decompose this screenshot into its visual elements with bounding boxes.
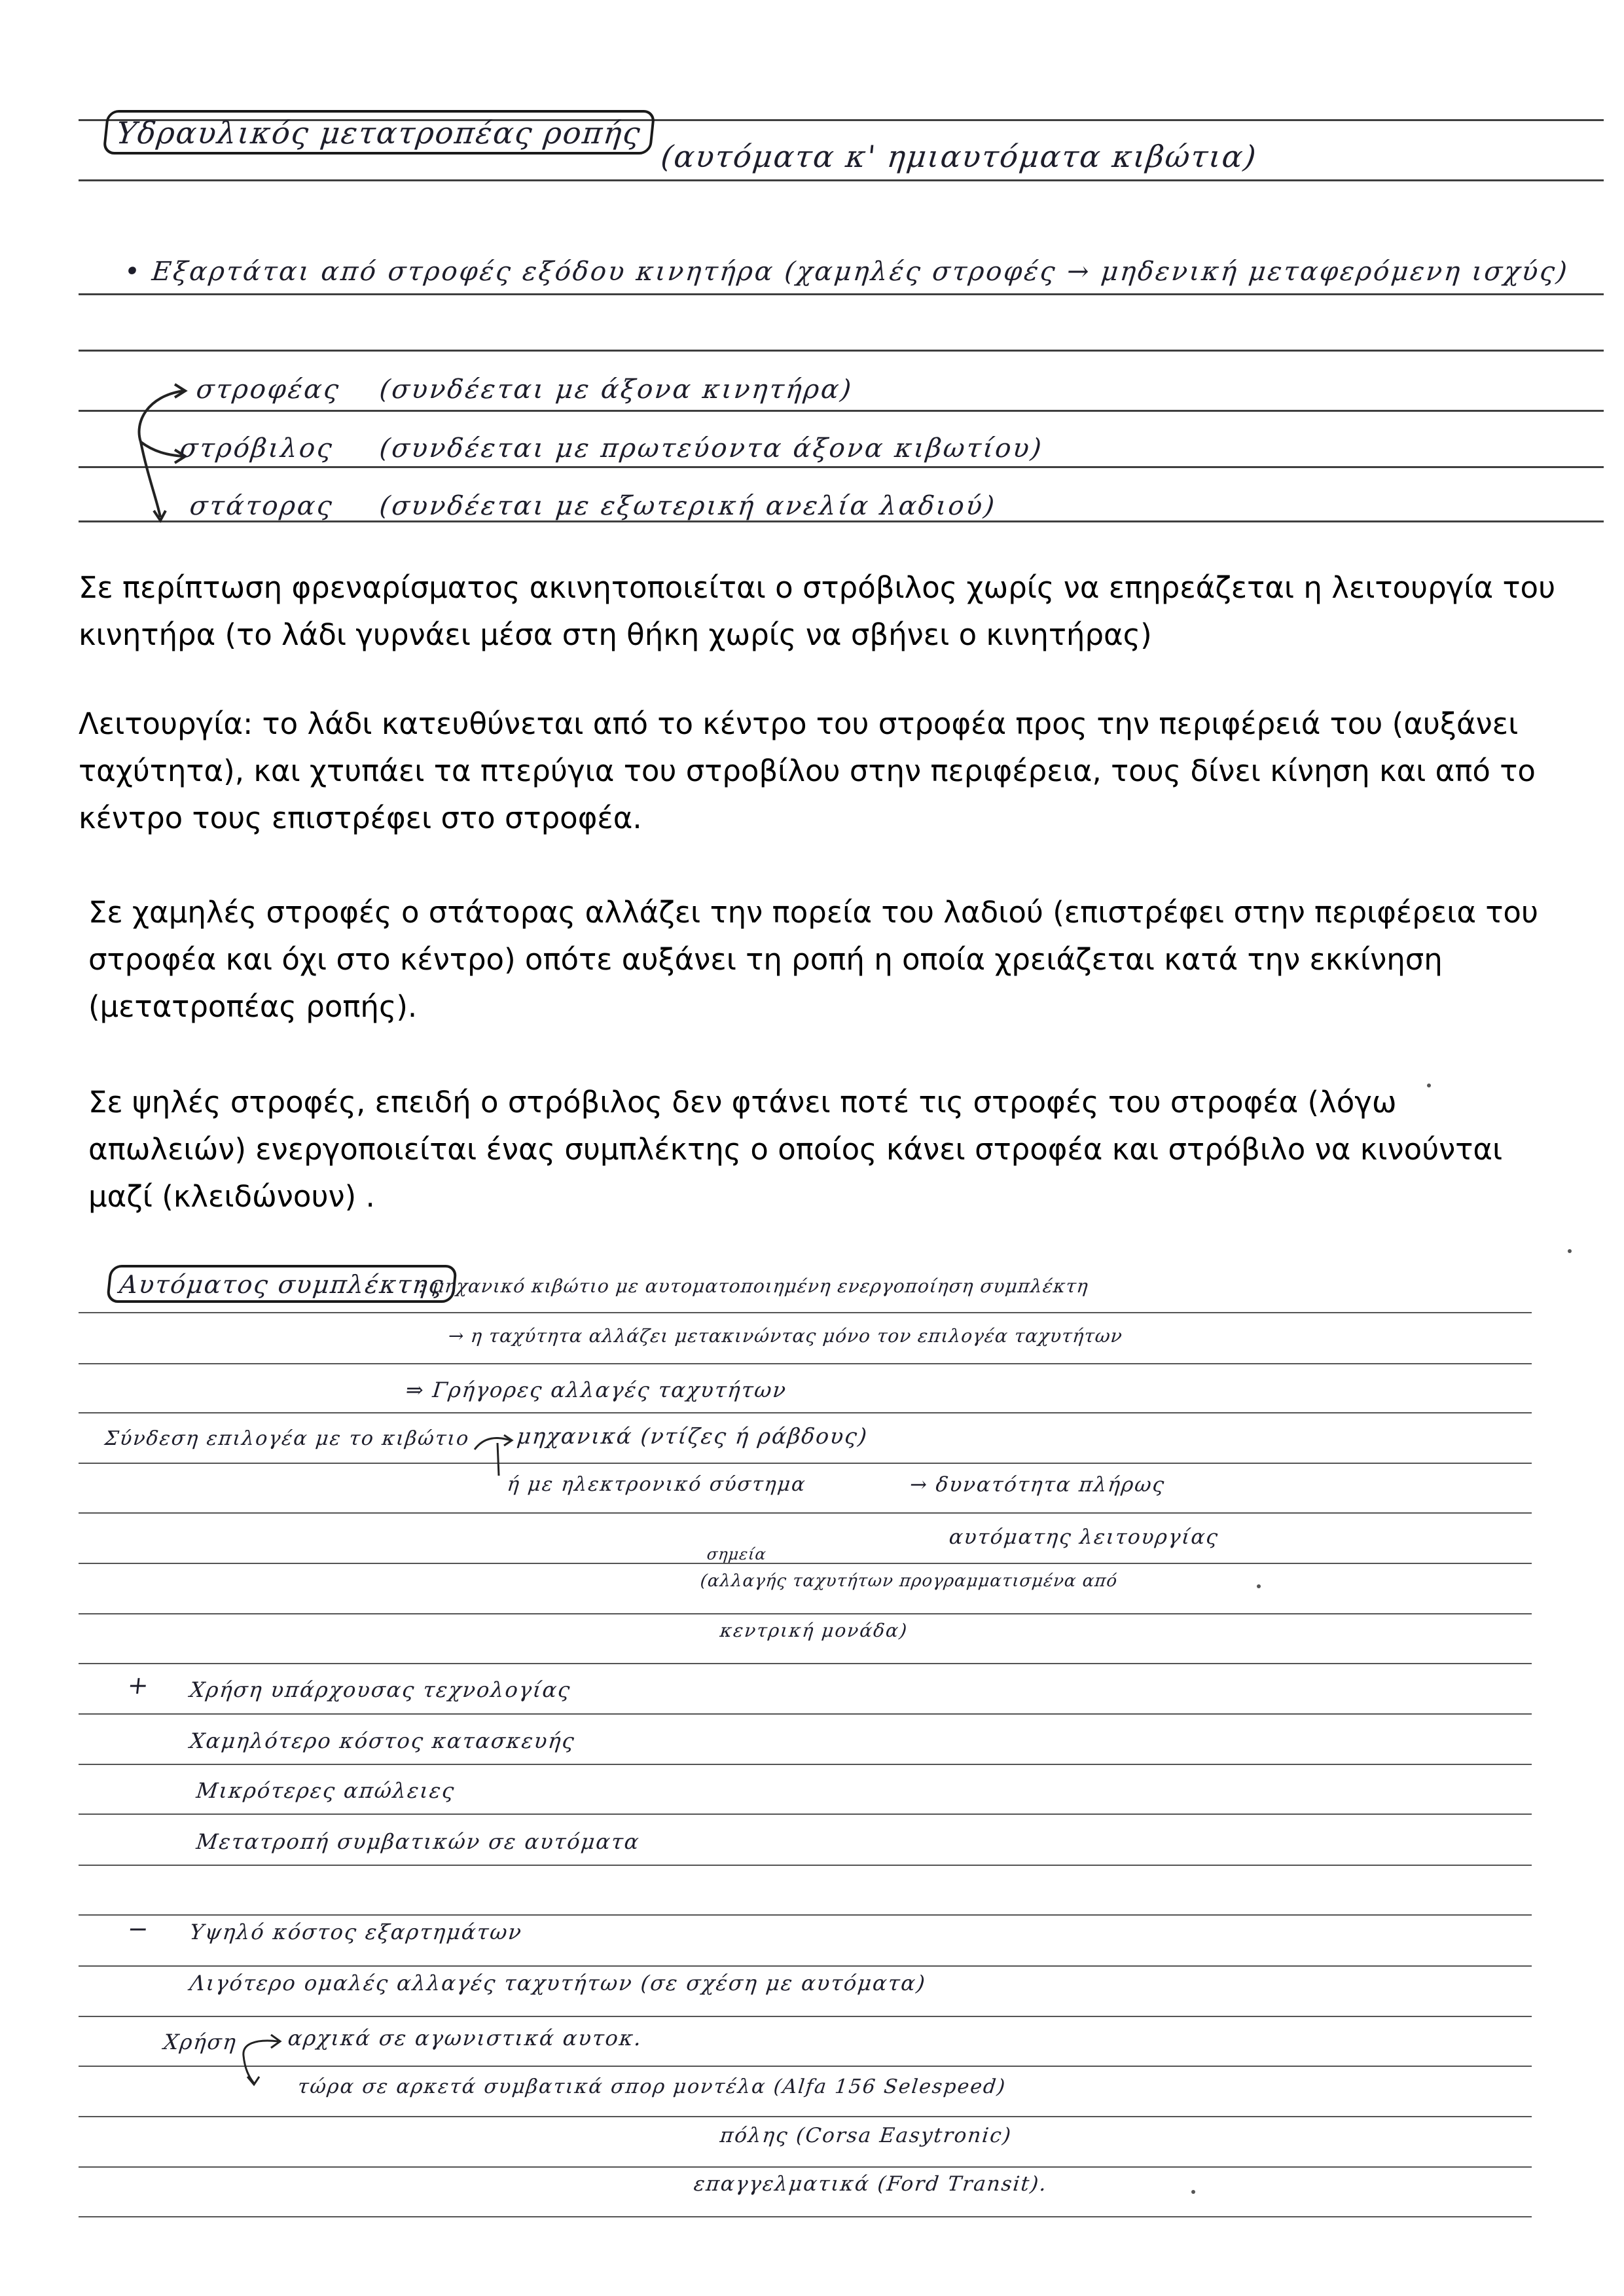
part-name: στροφέας xyxy=(194,374,342,405)
advantage-item: Μετατροπή συμβατικών σε αυτόματα xyxy=(195,1829,641,1854)
ruled-line xyxy=(79,350,1604,352)
fast-shifts-note: ⇒ Γρήγορες αλλαγές ταχυτήτων xyxy=(405,1377,789,1402)
plus-sign: + xyxy=(126,1671,152,1700)
usage-item: επαγγελματικά (Ford Transit). xyxy=(693,2172,1049,2196)
mechanical-connection: μηχανικά (ντίζες ή ράβδους) xyxy=(515,1423,869,1449)
ruled-line xyxy=(79,410,1604,412)
disadvantage-item: Λιγότερο ομαλές αλλαγές ταχυτήτων (σε σχέση με αυτόματα) xyxy=(189,1971,928,1995)
part-name: στρόβιλος xyxy=(178,433,336,464)
ruled-line xyxy=(79,1965,1532,1967)
ruled-line xyxy=(79,1663,1532,1664)
ruled-line xyxy=(79,1813,1532,1815)
ruled-line xyxy=(79,1463,1532,1464)
minus-sign: − xyxy=(126,1914,152,1943)
ruled-line xyxy=(79,1764,1532,1765)
gear-change-note: → η ταχύτητα αλλάζει μετακινώντας μόνο τον επιλογέα ταχυτήτων xyxy=(447,1325,1124,1347)
ruled-line xyxy=(79,2166,1532,2168)
full-auto-capability: → δυνατότητα πλήρως xyxy=(909,1473,1166,1497)
ruled-line xyxy=(79,1914,1532,1916)
ruled-line xyxy=(79,1363,1532,1364)
shift-points-small-note: σημεία xyxy=(706,1545,768,1563)
ruled-line xyxy=(79,1713,1532,1715)
automatic-clutch-definition: : μηχανικό κιβώτιο με αυτοματοποιημένη ενεργοποίηση συμπλέκτη xyxy=(418,1275,1090,1297)
ruled-line xyxy=(79,1312,1532,1313)
ruled-line xyxy=(79,466,1604,468)
usage-label: Χρήση xyxy=(162,2030,238,2054)
ruled-line xyxy=(79,1412,1532,1413)
connection-label: Σύνδεση επιλογέα με το κιβώτιο xyxy=(103,1427,471,1450)
part-name: στάτορας xyxy=(188,491,336,521)
part-description: (συνδέεται με εξωτερική ανελία λαδιού) xyxy=(378,491,998,521)
paragraph-low-rpm: Σε χαμηλές στροφές ο στάτορας αλλάζει την πορεία του λαδιού (επιστρέφει στην περιφέρεια του στροφέα και όχι στο κέντρο) οπότε αυξάνει τη ροπή η οποία χρειάζεται κατά την εκκίνηση (μετατροπέας ροπής). xyxy=(88,895,1538,1024)
part-description: (συνδέεται με πρωτεύοντα άξονα κιβωτίου) xyxy=(378,433,1045,464)
disadvantage-item: Υψηλό κόστος εξαρτημάτων xyxy=(189,1920,524,1944)
section2-title: Αυτόματος συμπλέκτης xyxy=(106,1265,458,1303)
section1-depends-note: • Εξαρτάται από στροφές εξόδου κινητήρα (χαμηλές στροφές → μηδενική μεταφερόμενη ισχύς) xyxy=(122,257,1570,287)
programmed-shift-note: (αλλαγής ταχυτήτων προγραμματισμένα από xyxy=(699,1571,1119,1591)
ruled-line xyxy=(79,1865,1532,1866)
full-auto-capability-cont: αυτόματης λειτουργίας xyxy=(948,1525,1220,1549)
advantage-item: Χαμηλότερο κόστος κατασκευής xyxy=(189,1728,577,1753)
ruled-line xyxy=(79,2066,1532,2067)
ruled-line xyxy=(79,1613,1532,1614)
usage-item: πόλης (Corsa Easytronic) xyxy=(719,2124,1013,2147)
usage-arrow-icon xyxy=(236,2030,288,2088)
section1-subtitle: (αυτόματα κ' ημιαυτόματα κιβώτια) xyxy=(659,139,1259,174)
paragraph-high-rpm: Σε ψηλές στροφές, επειδή ο στρόβιλος δεν φτάνει ποτέ τις στροφές του στροφέα (λόγω απωλειών) ενεργοποιείται ένας συμπλέκτης ο οποίος κάνει στροφέα και στρόβιλο να κινούνται μαζί (κλειδώνουν) . xyxy=(88,1085,1503,1214)
usage-item: αρχικά σε αγωνιστικά αυτοκ. xyxy=(287,2026,644,2050)
scan-speck xyxy=(1568,1249,1572,1253)
part-description: (συνδέεται με άξονα κινητήρα) xyxy=(378,374,855,405)
scan-speck xyxy=(1257,1584,1261,1588)
paragraph-operation: Λειτουργία: το λάδι κατευθύνεται από το κέντρο του στροφέα προς την περιφέρειά του (αυξάνει ταχύτητα), και χτυπάει τα πτερύγια του στροβίλου στην περιφέρεια, τους δίνει κίνηση και από το κέντρο τους επιστρέφει στο στροφέα. xyxy=(79,706,1536,835)
ruled-line xyxy=(79,2216,1532,2217)
ruled-line xyxy=(79,2116,1532,2117)
ruled-line xyxy=(79,179,1604,181)
scan-speck xyxy=(1191,2190,1195,2194)
advantage-item: Χρήση υπάρχουσας τεχνολογίας xyxy=(189,1677,573,1702)
scan-speck xyxy=(1427,1084,1431,1087)
electronic-connection: ή με ηλεκτρονικό σύστημα xyxy=(506,1473,808,1496)
central-unit-note: κεντρική μονάδα) xyxy=(719,1620,909,1641)
ruled-line xyxy=(79,2016,1532,2017)
paragraph-braking: Σε περίπτωση φρεναρίσματος ακινητοποιείται ο στρόβιλος χωρίς να επηρεάζεται η λειτουργία του κινητήρα (το λάδι γυρνάει μέσα στη θήκη χωρίς να σβήνει ο κινητήρας) xyxy=(79,570,1556,652)
ruled-line xyxy=(79,1563,1532,1564)
ruled-line xyxy=(79,293,1604,295)
section1-title: Υδραυλικός μετατροπέας ροπής xyxy=(102,110,655,155)
usage-item: τώρα σε αρκετά συμβατικά σπορ μοντέλα (Alfa 156 Selespeed) xyxy=(297,2075,1007,2098)
ruled-line xyxy=(79,1512,1532,1514)
advantage-item: Μικρότερες απώλειες xyxy=(195,1778,457,1803)
